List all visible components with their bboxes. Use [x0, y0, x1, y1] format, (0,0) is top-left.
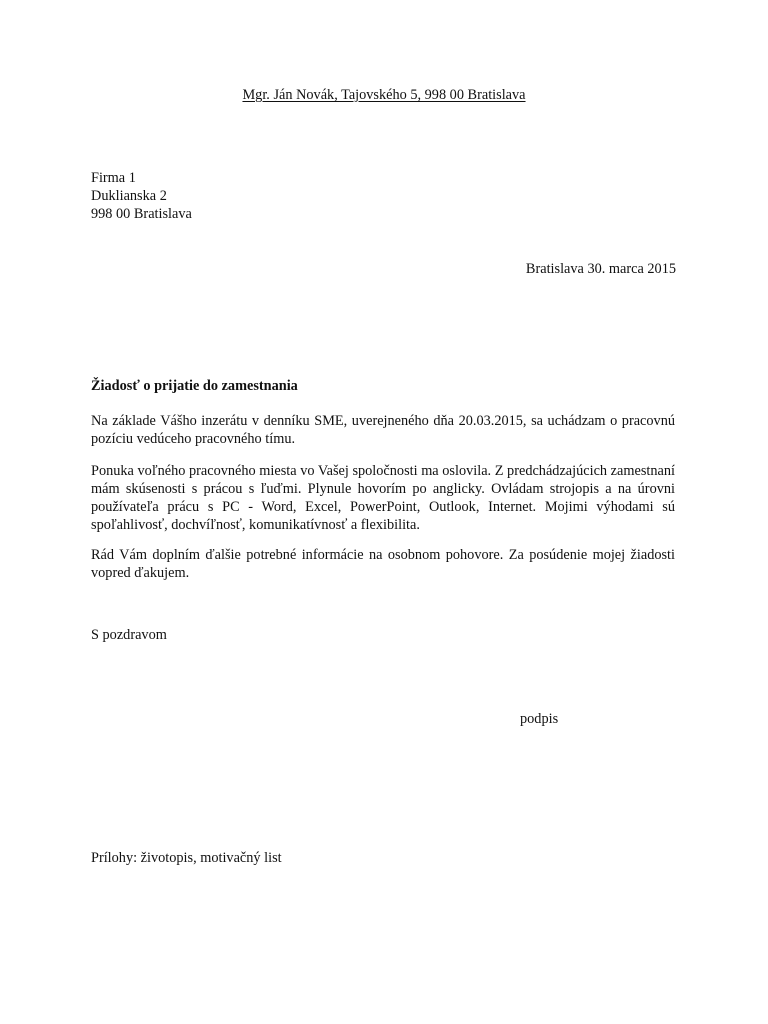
sender-header — [0, 86, 768, 104]
body-paragraph-3: Rád Vám doplním ďalšie potrebné informácie na osobnom pohovore. Za posúdenie mojej žiadosti vopred ďakujem. — [91, 547, 675, 581]
recipient-city: 998 00 Bratislava — [91, 206, 192, 222]
closing-greeting: S pozdravom — [91, 627, 167, 643]
recipient-street: Duklianska 2 — [91, 188, 167, 204]
sender-line: Mgr. Ján Novák, Tajovského 5, 998 00 Bratislava — [242, 87, 526, 103]
signature-placeholder: podpis — [520, 711, 559, 727]
recipient-address — [91, 169, 192, 223]
letter-date: Bratislava 30. marca 2015 — [525, 261, 676, 277]
letter-subject: Žiadosť o prijatie do zamestnania — [91, 378, 298, 394]
body-paragraph-1: Na základe Vášho inzerátu v denníku SME, uverejneného dňa 20.03.2015, sa uchádzam o pracovnú pozíciu vedúceho pracovného tímu. — [91, 413, 675, 447]
recipient-company: Firma 1 — [91, 170, 136, 186]
body-paragraph-2: Ponuka voľného pracovného miesta vo Vašej spoločnosti ma oslovila. Z predchádzajúcich zamestnaní mám skúsenosti s prácou s ľuďmi. Plynule hovorím po anglicky. Ovládam strojopis a na úrovni používateľa prácu s PC - Word, Excel, PowerPoint, Outlook, Internet. Mojimi výhodami sú spoľahlivosť, dochvíľnosť, komunikatívnosť a flexibilita. — [91, 463, 675, 533]
attachments-line: Prílohy: životopis, motivačný list — [91, 850, 282, 866]
